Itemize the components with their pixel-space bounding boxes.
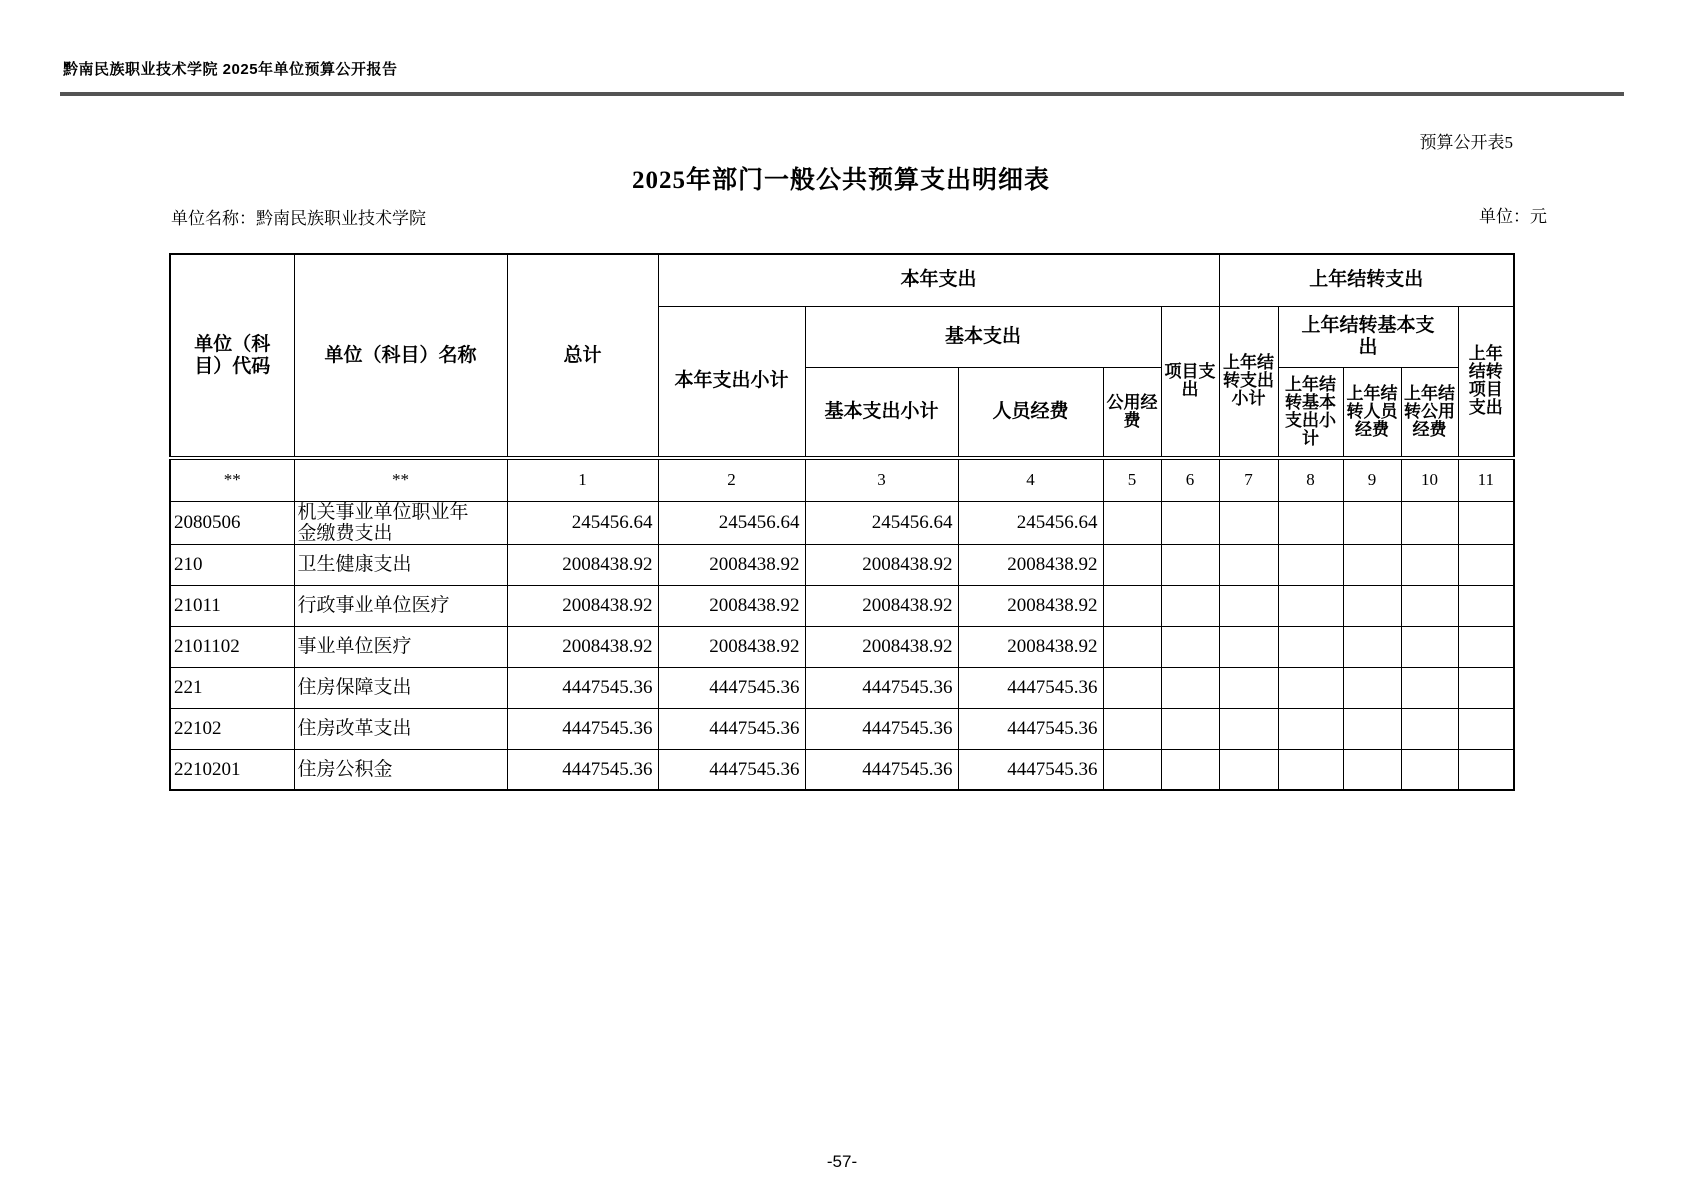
row-name: 住房保障支出 bbox=[294, 667, 507, 708]
row-value bbox=[1458, 749, 1514, 790]
row-name: 住房公积金 bbox=[294, 749, 507, 790]
column-index: 11 bbox=[1458, 458, 1514, 501]
col-header-total-label: 总计 bbox=[563, 344, 602, 366]
table-row bbox=[170, 708, 1514, 749]
row-value bbox=[1103, 501, 1161, 544]
row-value: 2008438.92 bbox=[658, 626, 805, 667]
row-value bbox=[1219, 501, 1278, 544]
table-row bbox=[170, 544, 1514, 585]
row-value bbox=[1161, 544, 1219, 585]
col-group-carryover-label: 上年结转支出 bbox=[1309, 269, 1424, 291]
col-header-carryover-basic-subtotal-label: 上年结转基本支出小计 bbox=[1285, 374, 1336, 448]
row-value: 2008438.92 bbox=[805, 544, 958, 585]
row-value bbox=[1103, 626, 1161, 667]
table-row bbox=[170, 501, 1514, 544]
row-code: 21011 bbox=[170, 585, 294, 626]
row-value bbox=[1278, 708, 1343, 749]
row-value bbox=[1103, 708, 1161, 749]
row-value: 2008438.92 bbox=[805, 626, 958, 667]
row-value bbox=[1219, 749, 1278, 790]
column-index: 8 bbox=[1278, 458, 1343, 501]
row-value: 4447545.36 bbox=[507, 708, 658, 749]
col-group-carryover bbox=[1219, 254, 1514, 306]
col-group-basic-label: 基本支出 bbox=[944, 325, 1021, 347]
column-index: ** bbox=[170, 458, 294, 501]
col-header-code-label: 单位（科目）代码 bbox=[194, 333, 271, 377]
row-value bbox=[1458, 501, 1514, 544]
col-group-current-year-label: 本年支出 bbox=[900, 269, 977, 291]
col-header-current-subtotal bbox=[658, 306, 805, 458]
row-value: 2008438.92 bbox=[507, 585, 658, 626]
row-name: 行政事业单位医疗 bbox=[294, 585, 507, 626]
row-value bbox=[1458, 544, 1514, 585]
col-header-name bbox=[294, 254, 507, 458]
col-header-carryover-personnel-label: 上年结转人员经费 bbox=[1346, 383, 1398, 439]
row-value bbox=[1161, 667, 1219, 708]
col-header-public-funds-label: 公用经费 bbox=[1106, 392, 1158, 430]
col-header-carryover-subtotal-label: 上年结转支出小计 bbox=[1223, 353, 1274, 409]
column-index: ** bbox=[294, 458, 507, 501]
row-value: 2008438.92 bbox=[958, 626, 1103, 667]
row-code: 2101102 bbox=[170, 626, 294, 667]
table-row bbox=[170, 585, 1514, 626]
col-header-carryover-subtotal bbox=[1219, 306, 1278, 458]
header-divider bbox=[60, 92, 1624, 96]
row-code: 221 bbox=[170, 667, 294, 708]
row-value bbox=[1343, 544, 1401, 585]
col-header-personnel-label: 人员经费 bbox=[992, 400, 1069, 422]
row-code: 210 bbox=[170, 544, 294, 585]
row-value bbox=[1458, 626, 1514, 667]
col-group-carryover-basic-label: 上年结转基本支出 bbox=[1301, 314, 1435, 358]
row-value: 4447545.36 bbox=[958, 708, 1103, 749]
row-value bbox=[1278, 626, 1343, 667]
column-index: 1 bbox=[507, 458, 658, 501]
col-header-personnel bbox=[958, 367, 1103, 458]
row-name: 机关事业单位职业年金缴费支出 bbox=[294, 501, 507, 544]
row-value: 245456.64 bbox=[658, 501, 805, 544]
row-value: 4447545.36 bbox=[958, 749, 1103, 790]
row-code: 22102 bbox=[170, 708, 294, 749]
row-value: 4447545.36 bbox=[805, 749, 958, 790]
row-value: 2008438.92 bbox=[958, 585, 1103, 626]
column-index: 7 bbox=[1219, 458, 1278, 501]
row-value: 4447545.36 bbox=[658, 708, 805, 749]
row-value bbox=[1343, 667, 1401, 708]
row-value: 2008438.92 bbox=[658, 544, 805, 585]
row-value bbox=[1401, 626, 1458, 667]
col-header-carryover-project bbox=[1458, 306, 1514, 458]
column-index: 10 bbox=[1401, 458, 1458, 501]
row-value bbox=[1219, 544, 1278, 585]
row-value: 2008438.92 bbox=[507, 544, 658, 585]
budget-table bbox=[169, 253, 1515, 791]
column-index: 4 bbox=[958, 458, 1103, 501]
row-value bbox=[1103, 544, 1161, 585]
row-value bbox=[1401, 749, 1458, 790]
column-index: 5 bbox=[1103, 458, 1161, 501]
col-header-public-funds bbox=[1103, 367, 1161, 458]
row-value: 2008438.92 bbox=[507, 626, 658, 667]
column-index: 6 bbox=[1161, 458, 1219, 501]
col-header-carryover-basic-subtotal bbox=[1278, 367, 1343, 458]
row-value: 4447545.36 bbox=[805, 667, 958, 708]
col-group-carryover-basic bbox=[1278, 306, 1458, 367]
row-value: 4447545.36 bbox=[805, 708, 958, 749]
row-value bbox=[1219, 667, 1278, 708]
row-value bbox=[1401, 544, 1458, 585]
col-header-project-label: 项目支出 bbox=[1164, 362, 1216, 400]
row-value bbox=[1103, 585, 1161, 626]
row-value bbox=[1343, 708, 1401, 749]
row-value: 2008438.92 bbox=[805, 585, 958, 626]
row-value bbox=[1161, 585, 1219, 626]
row-value bbox=[1219, 708, 1278, 749]
row-value bbox=[1103, 749, 1161, 790]
col-header-basic-subtotal-label: 基本支出小计 bbox=[824, 400, 939, 422]
row-value bbox=[1103, 667, 1161, 708]
row-value: 2008438.92 bbox=[958, 544, 1103, 585]
org-name-label: 单位名称：黔南民族职业技术学院 bbox=[171, 209, 426, 228]
col-header-name-label: 单位（科目）名称 bbox=[324, 344, 477, 366]
table-row bbox=[170, 749, 1514, 790]
row-value bbox=[1161, 626, 1219, 667]
table-row bbox=[170, 626, 1514, 667]
row-name: 卫生健康支出 bbox=[294, 544, 507, 585]
row-value bbox=[1161, 749, 1219, 790]
row-value bbox=[1161, 501, 1219, 544]
row-value bbox=[1343, 501, 1401, 544]
row-value: 245456.64 bbox=[507, 501, 658, 544]
row-value: 4447545.36 bbox=[658, 749, 805, 790]
row-value bbox=[1458, 667, 1514, 708]
col-header-current-subtotal-label: 本年支出小计 bbox=[674, 370, 789, 392]
row-value bbox=[1458, 585, 1514, 626]
row-code: 2080506 bbox=[170, 501, 294, 544]
col-header-total bbox=[507, 254, 658, 458]
row-value: 2008438.92 bbox=[658, 585, 805, 626]
row-name: 事业单位医疗 bbox=[294, 626, 507, 667]
table-row bbox=[170, 667, 1514, 708]
row-value bbox=[1343, 585, 1401, 626]
row-value: 4447545.36 bbox=[507, 749, 658, 790]
page-number: -57- bbox=[826, 1152, 858, 1171]
document-header-title: 黔南民族职业技术学院 2025年单位预算公开报告 bbox=[63, 61, 398, 78]
row-value bbox=[1278, 667, 1343, 708]
column-index: 9 bbox=[1343, 458, 1401, 501]
table-body bbox=[170, 458, 1514, 790]
column-index: 3 bbox=[805, 458, 958, 501]
row-value bbox=[1458, 708, 1514, 749]
row-value bbox=[1278, 544, 1343, 585]
row-value bbox=[1219, 585, 1278, 626]
row-value bbox=[1278, 749, 1343, 790]
row-value bbox=[1401, 585, 1458, 626]
col-header-carryover-public bbox=[1401, 367, 1458, 458]
column-index-row bbox=[170, 458, 1514, 501]
row-value bbox=[1161, 708, 1219, 749]
page-title: 2025年部门一般公共预算支出明细表 bbox=[631, 167, 1050, 194]
row-name: 住房改革支出 bbox=[294, 708, 507, 749]
row-value bbox=[1401, 708, 1458, 749]
row-value bbox=[1343, 626, 1401, 667]
col-header-carryover-project-label: 上年结转项目支出 bbox=[1468, 344, 1503, 418]
col-header-project bbox=[1161, 306, 1219, 458]
col-group-current-year bbox=[658, 254, 1219, 306]
col-header-basic-subtotal bbox=[805, 367, 958, 458]
row-value bbox=[1343, 749, 1401, 790]
row-value: 4447545.36 bbox=[507, 667, 658, 708]
table-tag: 预算公开表5 bbox=[1419, 133, 1513, 152]
row-code: 2210201 bbox=[170, 749, 294, 790]
row-value bbox=[1278, 585, 1343, 626]
row-value bbox=[1219, 626, 1278, 667]
unit-label: 单位：元 bbox=[1479, 207, 1547, 226]
column-index: 2 bbox=[658, 458, 805, 501]
row-value: 4447545.36 bbox=[958, 667, 1103, 708]
row-value: 4447545.36 bbox=[658, 667, 805, 708]
row-value bbox=[1401, 667, 1458, 708]
row-value: 245456.64 bbox=[805, 501, 958, 544]
header-row-1 bbox=[170, 254, 1514, 306]
col-header-code bbox=[170, 254, 294, 458]
col-header-carryover-public-label: 上年结转公用经费 bbox=[1404, 383, 1455, 439]
row-value: 245456.64 bbox=[958, 501, 1103, 544]
col-group-basic bbox=[805, 306, 1161, 367]
row-value bbox=[1401, 501, 1458, 544]
row-value bbox=[1278, 501, 1343, 544]
col-header-carryover-personnel bbox=[1343, 367, 1401, 458]
